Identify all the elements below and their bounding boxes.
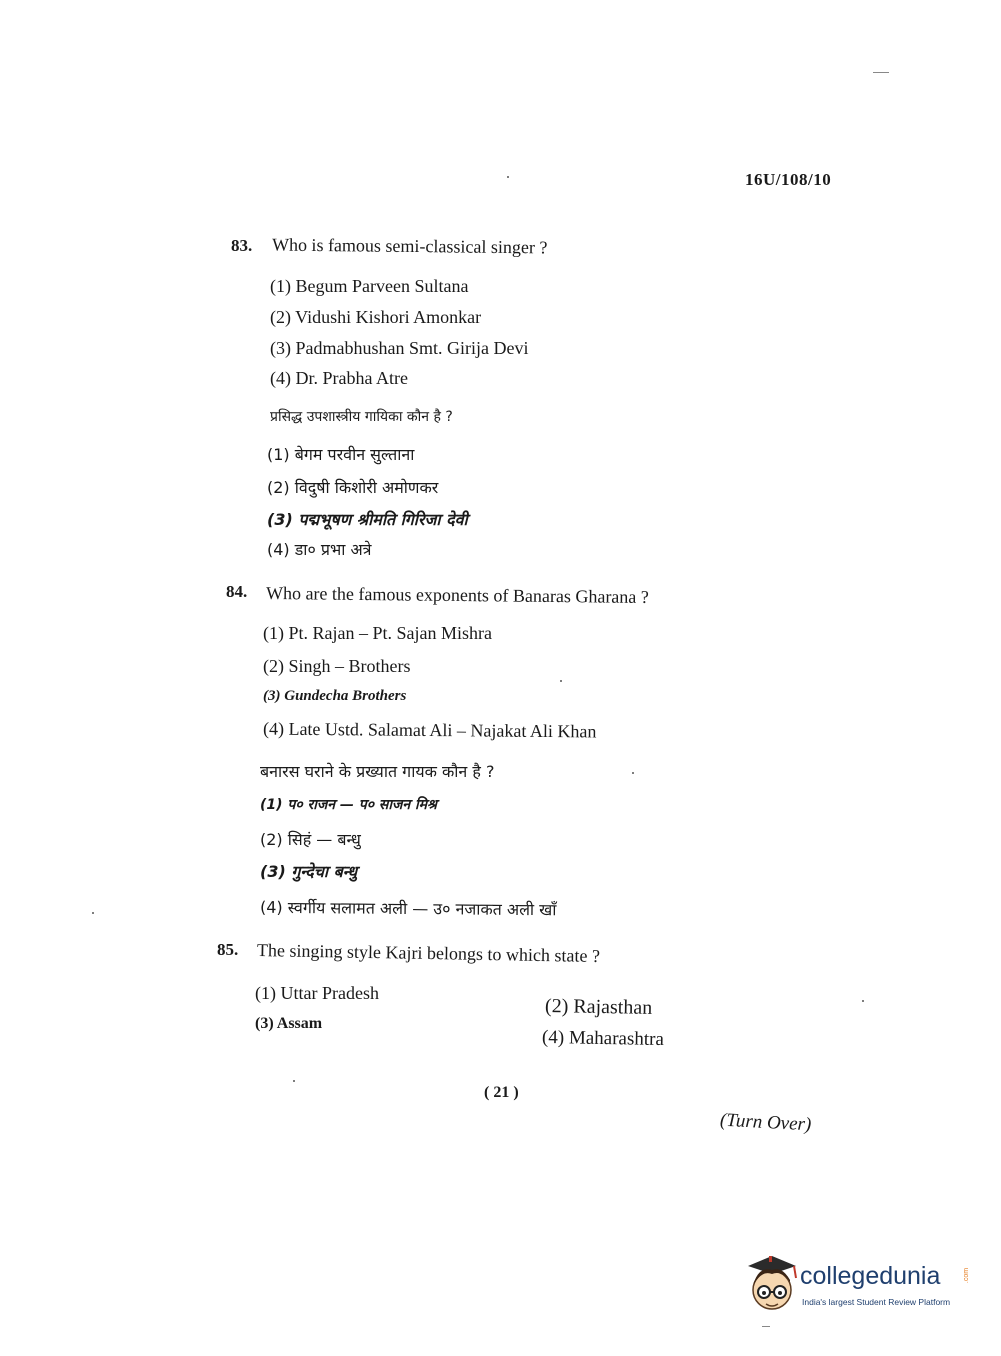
option-en: (3) Assam [255,1015,323,1032]
option-en: (1) Pt. Rajan – Pt. Sajan Mishra [263,623,492,643]
logo-suffix: .com [963,1267,971,1284]
scan-speck [92,912,94,914]
turn-over-note: (Turn Over) [719,1109,812,1136]
scan-speck [293,1080,295,1082]
question-text-en: Who are the famous exponents of Banaras Gharana ? [265,582,649,608]
scan-speck [632,772,634,774]
question-number: 85. [217,940,239,959]
option-en: (4) Dr. Prabha Atre [270,368,408,388]
option-en: (3) Padmabhushan Smt. Girija Devi [270,338,529,358]
option-en: (3) Gundecha Brothers [263,688,407,704]
collegedunia-logo [742,1252,972,1322]
option-hi: (4) स्वर्गीय सलामत अली — उ० नजाकत अली खाँ [259,897,557,920]
option-en: (4) Late Ustd. Salamat Ali – Najakat Ali Khan [262,718,597,742]
option-hi: (2) विदुषी किशोरी अमोणकर [267,478,439,497]
option-en: (1) Uttar Pradesh [255,983,379,1003]
page-number: ( 21 ) [484,1084,519,1101]
question-text-en: The singing style Kajri belongs to which state ? [256,940,601,966]
option-hi: (4) डा० प्रभा अत्रे [267,540,372,559]
option-hi: (3) पद्मभूषण श्रीमति गिरिजा देवी [267,510,468,529]
option-en: (2) Singh – Brothers [263,656,411,676]
mascot-icon [742,1252,800,1320]
question-text-en: Who is famous semi-classical singer ? [271,234,548,258]
question-number: 84. [226,582,248,601]
scan-speck [560,680,562,682]
option-en: (4) Maharashtra [541,1026,665,1051]
option-hi: (2) सिहं — बन्धु [260,830,361,849]
logo-wordmark: collegedunia [800,1262,941,1290]
scan-speck [862,1000,864,1002]
question-number: 83. [231,236,253,255]
scan-mark [873,72,889,73]
logo-tagline: India's largest Student Review Platform [802,1297,951,1307]
scan-speck [507,176,509,178]
option-hi: (3) गुन्देचा बन्धु [260,862,358,881]
option-en: (2) Vidushi Kishori Amonkar [270,307,482,327]
paper-code: 16U/108/10 [745,170,832,189]
option-en: (1) Begum Parveen Sultana [270,276,469,296]
option-en: (2) Rajasthan [544,995,653,1019]
question-text-hi: प्रसिद्ध उपशास्त्रीय गायिका कौन है ? [270,409,453,425]
option-hi: (1) प० राजन — प० साजन मिश्र [260,797,437,813]
question-text-hi: बनारस घराने के प्रख्यात गायक कौन है ? [260,762,495,781]
option-hi: (1) बेगम परवीन सुल्ताना [267,445,415,464]
scan-mark [762,1326,770,1327]
